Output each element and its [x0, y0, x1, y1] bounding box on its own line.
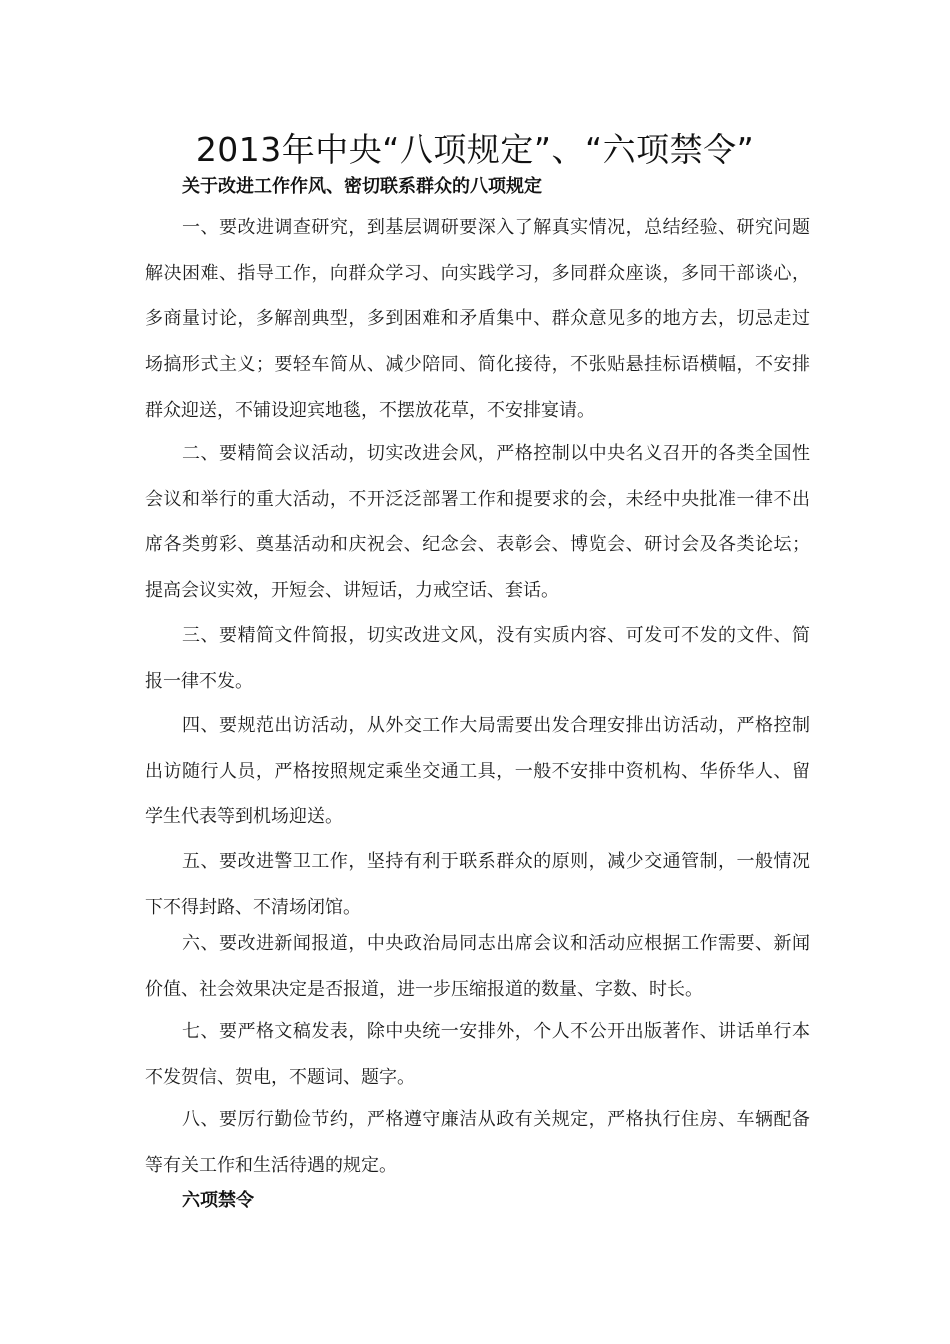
rule-paragraph-3: 三、要精简文件简报，切实改进文风，没有实质内容、可发可不发的文件、简报一律不发。 — [145, 625, 810, 692]
rule-paragraph-5: 五、要改进警卫工作，坚持有利于联系群众的原则，减少交通管制，一般情况下不得封路、不清场闭馆。 — [145, 851, 810, 918]
rule-paragraph-8: 八、要厉行勤俭节约，严格遵守廉洁从政有关规定，严格执行住房、车辆配备等有关工作和生活待遇的规定。 — [145, 1109, 810, 1176]
rule-paragraph-7: 七、要严格文稿发表，除中央统一安排外，个人不公开出版著作、讲话单行本不发贺信、贺电，不题词、题字。 — [145, 1021, 810, 1088]
rule-paragraph-6: 六、要改进新闻报道，中央政治局同志出席会议和活动应根据工作需要、新闻价值、社会效果决定是否报道，进一步压缩报道的数量、字数、时长。 — [145, 933, 810, 1000]
document-title: 2013年中央“八项规定”、“六项禁令” — [195, 130, 755, 169]
rule-paragraph-1: 一、要改进调查研究，到基层调研要深入了解真实情况，总结经验、研究问题解决困难、指导工作，向群众学习、向实践学习，多同群众座谈，多同干部谈心，多商量讨论，多解剖典型，多到困难和矛盾集中、群众意见多的地方去，切忌走过场搞形式主义；要轻车简从、减少陪同、简化接待，不张贴悬挂标语横幅，不安排群众迎送，不铺设迎宾地毯，不摆放花草，不安排宴请。 — [145, 217, 810, 421]
section-heading-six-prohibitions: 六项禁令 — [182, 1190, 254, 1211]
section-heading-eight-rules: 关于改进工作作风、密切联系群众的八项规定 — [182, 176, 542, 197]
rule-paragraph-4: 四、要规范出访活动，从外交工作大局需要出发合理安排出访活动，严格控制出访随行人员，严格按照规定乘坐交通工具，一般不安排中资机构、华侨华人、留学生代表等到机场迎送。 — [145, 715, 810, 828]
rule-paragraph-2: 二、要精简会议活动，切实改进会风，严格控制以中央名义召开的各类全国性会议和举行的重大活动，不开泛泛部署工作和提要求的会，未经中央批准一律不出席各类剪彩、奠基活动和庆祝会、纪念会、表彰会、博览会、研讨会及各类论坛；提高会议实效，开短会、讲短话，力戒空话、套话。 — [145, 443, 810, 602]
